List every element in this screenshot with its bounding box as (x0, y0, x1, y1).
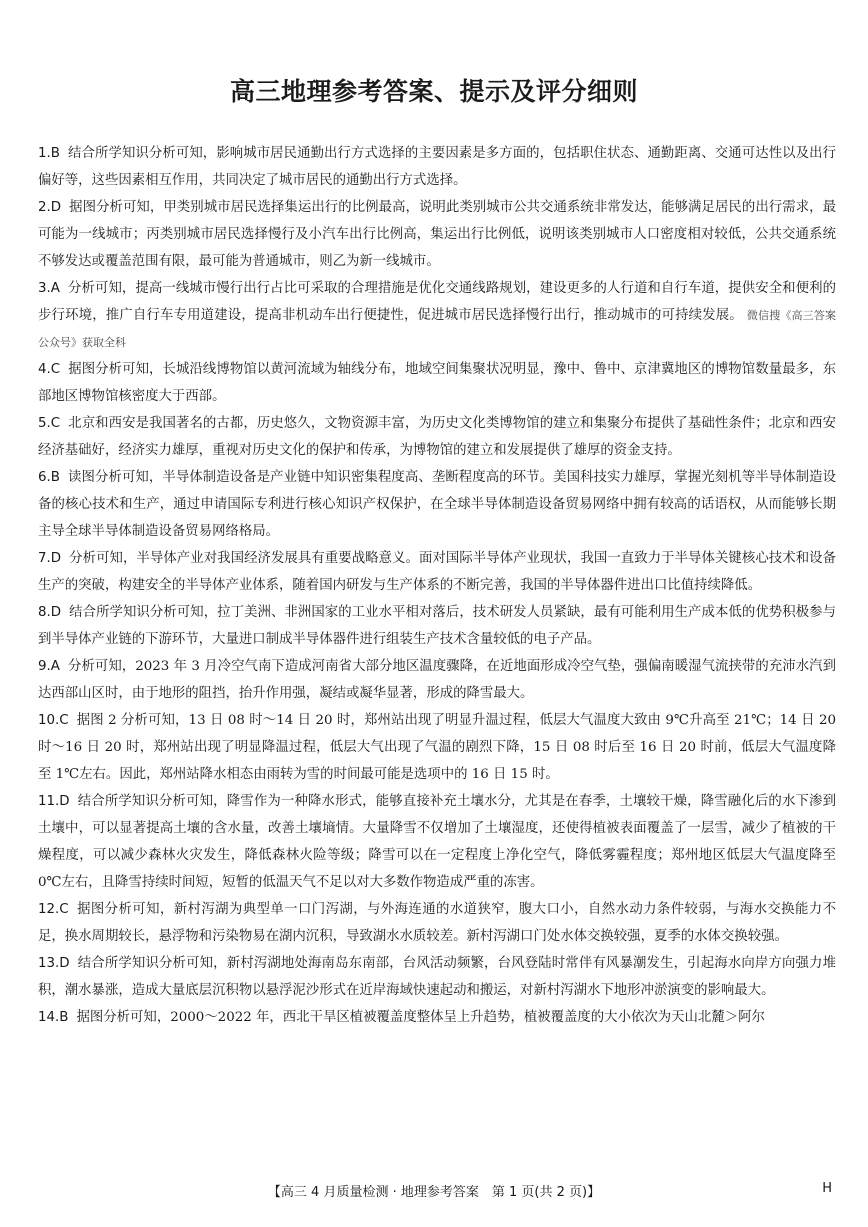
page-title: 高三地理参考答案、提示及评分细则 (229, 77, 638, 106)
item-number: 1. (38, 146, 51, 161)
item-explanation: 分析可知，提高一线城市慢行出行占比可采取的合理措施是优化交通线路规划，建设更多的人行道和自行车道，提供安全和便利的步行环境，推广自行车专用道建设，提高非机动车出行便捷性，促进城市居民选择慢行出行，推动城市的可持续发展。 (38, 281, 836, 323)
item-answer: B (50, 470, 60, 485)
item-explanation: 结合所学知识分析可知，影响城市居民通勤出行方式选择的主要因素是多方面的，包括职住状态、通勤距离、交通可达性以及出行偏好等，这些因素相互作用，共同决定了城市居民的通勤出行方式选择。 (38, 146, 836, 188)
answer-list (38, 140, 836, 1031)
item-explanation: 结合所学知识分析可知，新村泻湖地处海南岛东南部，台风活动频繁，台风登陆时常伴有风暴潮发生，引起海水向岸方向强力堆积，潮水暴涨，造成大量底层沉积物以悬浮泥沙形式在近岸海域快速起动和搬运，对新村泻湖水下地形冲淤演变的影响最大。 (38, 956, 836, 998)
item-number: 4. (38, 362, 51, 377)
item-explanation: 据图 2 分析可知，13 日 08 时～14 日 20 时，郑州站出现了明显升温过程，低层大气温度大致由 9℃升高至 21℃；14 日 20 时～16 日 20 时，郑州站出现了明显降温过程，低层大气出现了气温的剧烈下降，15 日 08 时后至 16 日 20 时前，低层大气温度降至 1℃左右。因此，郑州站降水相态由雨转为雪的时间最可能是选项中的 16 日 15 时。 (38, 713, 836, 782)
answer-item (38, 788, 836, 896)
answer-item (38, 356, 836, 410)
item-answer: B (59, 1010, 69, 1025)
item-number: 6. (38, 470, 51, 485)
item-explanation: 据图分析可知，长城沿线博物馆以黄河流域为轴线分布，地域空间集聚状况明显，豫中、鲁中、京津冀地区的博物馆数量最多，东部地区博物馆核密度大于西部。 (38, 362, 836, 404)
item-number: 5. (38, 416, 51, 431)
answer-item (38, 1004, 836, 1031)
item-answer: B (50, 146, 60, 161)
item-number: 12. (38, 902, 60, 917)
item-number: 8. (38, 605, 51, 620)
answer-item (38, 194, 836, 275)
item-explanation: 据图分析可知，甲类别城市居民选择集运出行的比例最高，说明此类别城市公共交通系统非常发达，能够满足居民的出行需求，最可能为一线城市；丙类别城市居民选择慢行及小汽车出行比例高，集运出行比例低，说明该类别城市人口密度相对较低，公共交通系统不够发达或覆盖范围有限，最可能为普通城市，则乙为新一线城市。 (38, 200, 836, 269)
item-explanation: 结合所学知识分析可知，拉丁美洲、非洲国家的工业水平相对落后，技术研发人员紧缺，最有可能利用生产成本低的优势积极参与到半导体产业链的下游环节，大量进口制成半导体器件进行组装生产技术含量较低的电子产品。 (38, 605, 836, 647)
item-number: 7. (38, 551, 51, 566)
answer-item (38, 950, 836, 1004)
item-number: 9. (38, 659, 51, 674)
item-note: 微信搜《高三答案公众号》获取全科 (38, 309, 837, 349)
item-number: 11. (38, 794, 60, 809)
item-answer: C (50, 416, 61, 431)
page-footer: 【高三 4 月质量检测 · 地理参考答案 第 1 页(共 2 页)】 (267, 1185, 601, 1200)
item-number: 10. (38, 713, 60, 728)
item-explanation: 据图分析可知，新村泻湖为典型单一口门泻湖，与外海连通的水道狭窄，腹大口小，自然水动力条件较弱，与海水交换能力不足，换水周期较长，悬浮物和污染物易在湖内沉积，导致湖水水质较差。新村泻湖口门处水体交换较强，夏季的水体交换较强。 (38, 902, 836, 944)
answer-item (38, 545, 836, 599)
item-answer: D (50, 551, 62, 566)
item-explanation: 结合所学知识分析可知，降雪作为一种降水形式，能够直接补充土壤水分，尤其是在春季，土壤较干燥，降雪融化后的水下渗到土壤中，可以显著提高土壤的含水量，改善土壤墒情。大量降雪不仅增加了土壤湿度，还使得植被表面覆盖了一层雪，减少了植被的干燥程度，可以减少森林火灾发生，降低森林火险等级；降雪可以在一定程度上净化空气，降低雾霾程度；郑州地区低层大气温度降至 0℃左右，且降雪持续时间短，短暂的低温天气不足以对大多数作物造成严重的冻害。 (38, 794, 836, 890)
item-explanation: 北京和西安是我国著名的古都，历史悠久，文物资源丰富，为历史文化类博物馆的建立和集聚分布提供了基础性条件；北京和西安经济基础好，经济实力雄厚，重视对历史文化的保护和传承，为博物馆的建立和发展提供了雄厚的资金支持。 (38, 416, 836, 458)
item-explanation: 分析可知，半导体产业对我国经济发展具有重要战略意义。面对国际半导体产业现状，我国一直致力于半导体关键核心技术和设备生产的突破，构建安全的半导体产业体系，随着国内研发与生产体系的不断完善，我国的半导体器件进出口比值持续降低。 (38, 551, 836, 593)
item-answer: A (50, 659, 60, 674)
footer-code: H (822, 1181, 832, 1196)
item-explanation: 据图分析可知，2000～2022 年，西北干旱区植被覆盖度整体呈上升趋势，植被覆盖度的大小依次为天山北麓＞阿尔 (76, 1010, 765, 1025)
item-explanation: 读图分析可知，半导体制造设备是产业链中知识密集程度高、垄断程度高的环节。美国科技实力雄厚，掌握光刻机等半导体制造设备的核心技术和生产，通过申请国际专利进行核心知识产权保护，在全球半导体制造设备贸易网络中拥有较高的话语权，从而能够长期主导全球半导体制造设备贸易网络格局。 (38, 470, 836, 539)
answer-item (38, 410, 836, 464)
answer-item (38, 275, 836, 356)
answer-item (38, 599, 836, 653)
answer-item (38, 653, 836, 707)
item-answer: A (50, 281, 60, 296)
answer-item (38, 464, 836, 545)
answer-item (38, 140, 836, 194)
item-answer: D (50, 605, 62, 620)
item-number: 2. (38, 200, 51, 215)
answer-item (38, 896, 836, 950)
item-answer: C (50, 362, 61, 377)
item-answer: D (59, 956, 70, 971)
item-number: 3. (38, 281, 51, 296)
item-number: 13. (38, 956, 60, 971)
item-answer: D (50, 200, 62, 215)
item-answer: D (59, 794, 70, 809)
item-explanation: 分析可知，2023 年 3 月冷空气南下造成河南省大部分地区温度骤降，在近地面形成冷空气垫，强偏南暖湿气流挟带的充沛水汽到达西部山区时，由于地形的阻挡，抬升作用强，凝结或凝华显著，形成的降雪最大。 (38, 659, 836, 701)
item-number: 14. (38, 1010, 60, 1025)
answer-item (38, 707, 836, 788)
item-answer: C (59, 713, 69, 728)
item-answer: C (59, 902, 69, 917)
